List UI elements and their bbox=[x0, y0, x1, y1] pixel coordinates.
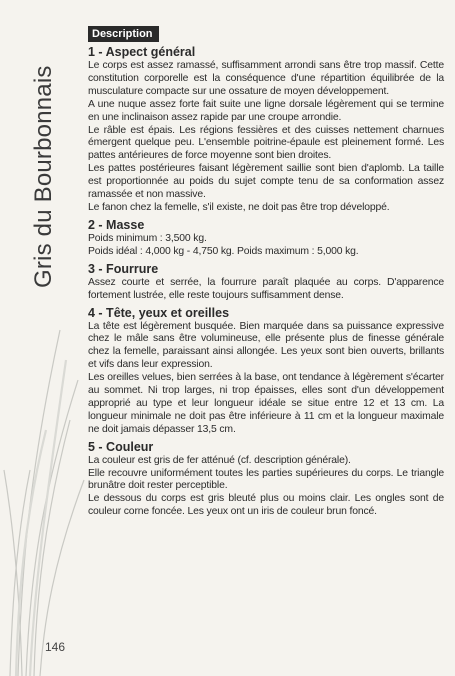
section-tete-yeux-oreilles bbox=[88, 306, 444, 437]
section-couleur bbox=[88, 440, 444, 520]
section-heading: 5 - Couleur bbox=[88, 439, 154, 454]
paragraph: Poids minimum : 3,500 kg. bbox=[88, 232, 207, 244]
description-content bbox=[88, 24, 444, 522]
paragraph: La couleur est gris de fer atténué (cf. description générale). bbox=[88, 454, 351, 466]
section-fourrure bbox=[88, 262, 444, 303]
paragraph: Les pattes postérieures faisant légèrement saillie sont bien d'aplomb. La taille est proportionnée au poids du sujet compte tenu de sa conformation assez ramassée et non massive. bbox=[88, 163, 444, 201]
paragraph: Le fanon chez la femelle, s'il existe, ne doit pas être trop développé. bbox=[88, 201, 390, 213]
section-aspect-general bbox=[88, 45, 444, 215]
section-label: Description bbox=[88, 26, 159, 42]
page-number: 146 bbox=[45, 640, 66, 654]
paragraph: Les oreilles velues, bien serrées à la base, ont tendance à légèrement s'écarter au sommet. Ni trop larges, ni trop épaisses, elles sont d'un développement approprié au type et leur longueur idéale se situe entre 12 et 13 cm. La longueur minimale ne doit pas être inférieure à 11 cm et la longueur maximale ne doit jamais dépasser 13,5 cm. bbox=[88, 372, 444, 435]
paragraph: Le dessous du corps est gris bleuté plus ou moins clair. Les ongles sont de couleur corne foncée. Les yeux ont un iris de couleur brun foncé. bbox=[88, 493, 444, 518]
section-heading: 4 - Tête, yeux et oreilles bbox=[88, 305, 230, 320]
paragraph: La tête est légèrement busquée. Bien marquée dans sa puissance expressive chez le mâle sans être volumineuse, elle présente plus de finesse générale chez la femelle, paraissant ainsi allongée. Les yeux sont bien ouverts, brillants et vifs dans leur expression. bbox=[88, 320, 444, 371]
paragraph: Le râble est épais. Les régions fessières et des cuisses nettement charnues émergent quelque peu. L'ensemble poitrine-épaule est pleinement formé. Les pattes antérieures de force moyenne sont bien droites. bbox=[88, 124, 444, 162]
paragraph: Le corps est assez ramassé, suffisamment arrondi sans être trop massif. Cette constitution corporelle est la conséquence d'une répartition équilibrée de la musculature compacte sur une ossature de moyen développement. bbox=[88, 60, 444, 97]
section-masse bbox=[88, 218, 444, 259]
section-heading: 1 - Aspect général bbox=[88, 45, 196, 59]
paragraph: Poids idéal : 4,000 kg - 4,750 kg. Poids maximum : 5,000 kg. bbox=[88, 245, 359, 257]
paragraph: A une nuque assez forte fait suite une ligne dorsale légèrement qui se termine en une inclinaison assez rapide par une croupe arrondie. bbox=[88, 98, 444, 123]
paragraph: Assez courte et serrée, la fourrure paraît plaquée au corps. D'apparence fortement lustrée, elle reste toujours suffisamment dense. bbox=[88, 276, 444, 301]
section-heading: 2 - Masse bbox=[88, 217, 145, 232]
section-heading: 3 - Fourrure bbox=[88, 261, 159, 276]
side-title: Gris du Bourbonnais bbox=[30, 65, 57, 288]
paragraph: Elle recouvre uniformément toutes les parties supérieures du corps. Le triangle brunâtre doit rester perceptible. bbox=[88, 467, 444, 492]
